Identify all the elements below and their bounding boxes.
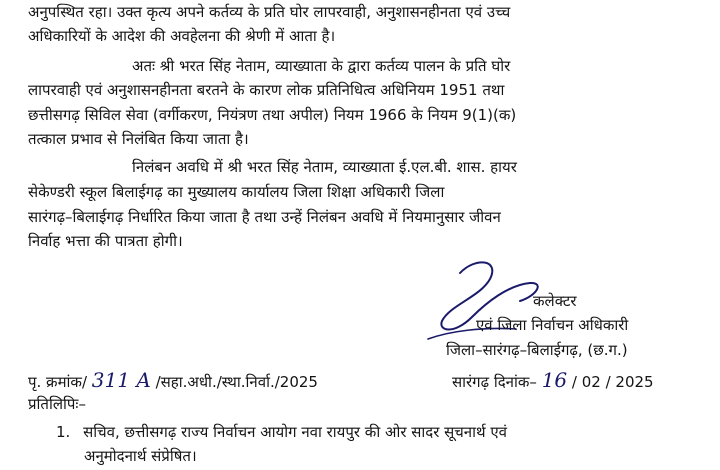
signature-designation-text: कलेक्टर <box>533 292 577 310</box>
copy-item1-continued <box>84 446 197 466</box>
para2-line2-text: लापरवाही एवं अनुशासनहीनता बरतने के कारण लोक प्रतिनिधित्व अधिनियम 1951 तथा <box>28 81 505 99</box>
para1-line1-text: अनुपस्थित रहा। उक्त कृत्य अपने कर्तव्य के प्रति घोर लापरवाही, अनुशासनहीनता एवं उच्च <box>28 3 511 21</box>
para3-line3 <box>28 207 501 227</box>
para2-line3 <box>28 105 516 125</box>
signature-designation <box>533 291 577 311</box>
copy-item1-number: 1. <box>56 423 71 441</box>
reference-suffix: /सहा.अधी./स्था.निर्वा./2025 <box>155 373 318 391</box>
reference-date-prefix: सारंगढ़ दिनांक– <box>452 373 537 391</box>
para3-line4-text: निर्वाह भत्ता की पात्रता होगी। <box>28 232 183 250</box>
copy-heading <box>28 394 86 414</box>
para2-line1-text: अतः श्री भरत सिंह नेताम, व्याख्याता के द्वारा कर्तव्य पालन के प्रति घोर <box>132 57 511 75</box>
para3-line4 <box>28 231 183 251</box>
para1-line1 <box>28 2 696 22</box>
reference-prefix: पृ. क्रमांक/ <box>28 373 88 391</box>
signature-place <box>446 340 628 360</box>
signature-title <box>476 315 628 335</box>
copy-item1-line2: अनुमोदनार्थ संप्रेषित। <box>84 447 197 465</box>
signature-title-text: एवं जिला निर्वाचन अधिकारी <box>476 316 629 334</box>
para3-line1-text: निलंबन अवधि में श्री भरत सिंह नेताम, व्याख्याता ई.एल.बी. शास. हायर <box>132 158 517 176</box>
para2-line4 <box>28 129 249 149</box>
reference-date <box>452 370 654 392</box>
para3-line2-text: सेकेण्डरी स्कूल बिलाईगढ़ का मुख्यालय कार्यालय जिला शिक्षा अधिकारी जिला <box>28 183 445 201</box>
para3-line3-text: सारंगढ़–बिलाईगढ़ निर्धारित किया जाता है तथा उन्हें निलंबन अवधि में नियमानुसार जीवन <box>28 208 501 226</box>
para2-line2 <box>28 80 504 100</box>
para1-line2-text: अधिकारियों के आदेश की अवहेलना की श्रेणी में आता है। <box>28 27 336 45</box>
copy-item1 <box>56 422 507 442</box>
para3-line2 <box>28 182 444 202</box>
para2-line3-text: छत्तीसगढ़ सिविल सेवा (वर्गीकरण, नियंत्रण तथा अपील) नियम 1966 के नियम 9(1)(क) <box>28 106 517 124</box>
para2-line4-text: तत्काल प्रभाव से निलंबित किया जाता है। <box>28 130 249 148</box>
reference-date-rest: / 02 / 2025 <box>571 373 654 391</box>
para3-line1 <box>132 157 517 177</box>
reference-handwritten-number: 311 A <box>91 368 151 392</box>
para2-line1 <box>132 56 510 76</box>
copy-heading-text: प्रतिलिपिः– <box>28 395 86 413</box>
reference-date-day: 16 <box>541 368 568 392</box>
signature-place-text: जिला–सारंगढ़–बिलाईगढ़, (छ.ग.) <box>446 341 628 359</box>
copy-item1-line1: सचिव, छत्तीसगढ़ राज्य निर्वाचन आयोग नवा रायपुर की ओर सादर सूचनार्थ एवं <box>83 423 507 441</box>
reference-number <box>28 370 318 392</box>
para1-line2 <box>28 26 335 46</box>
